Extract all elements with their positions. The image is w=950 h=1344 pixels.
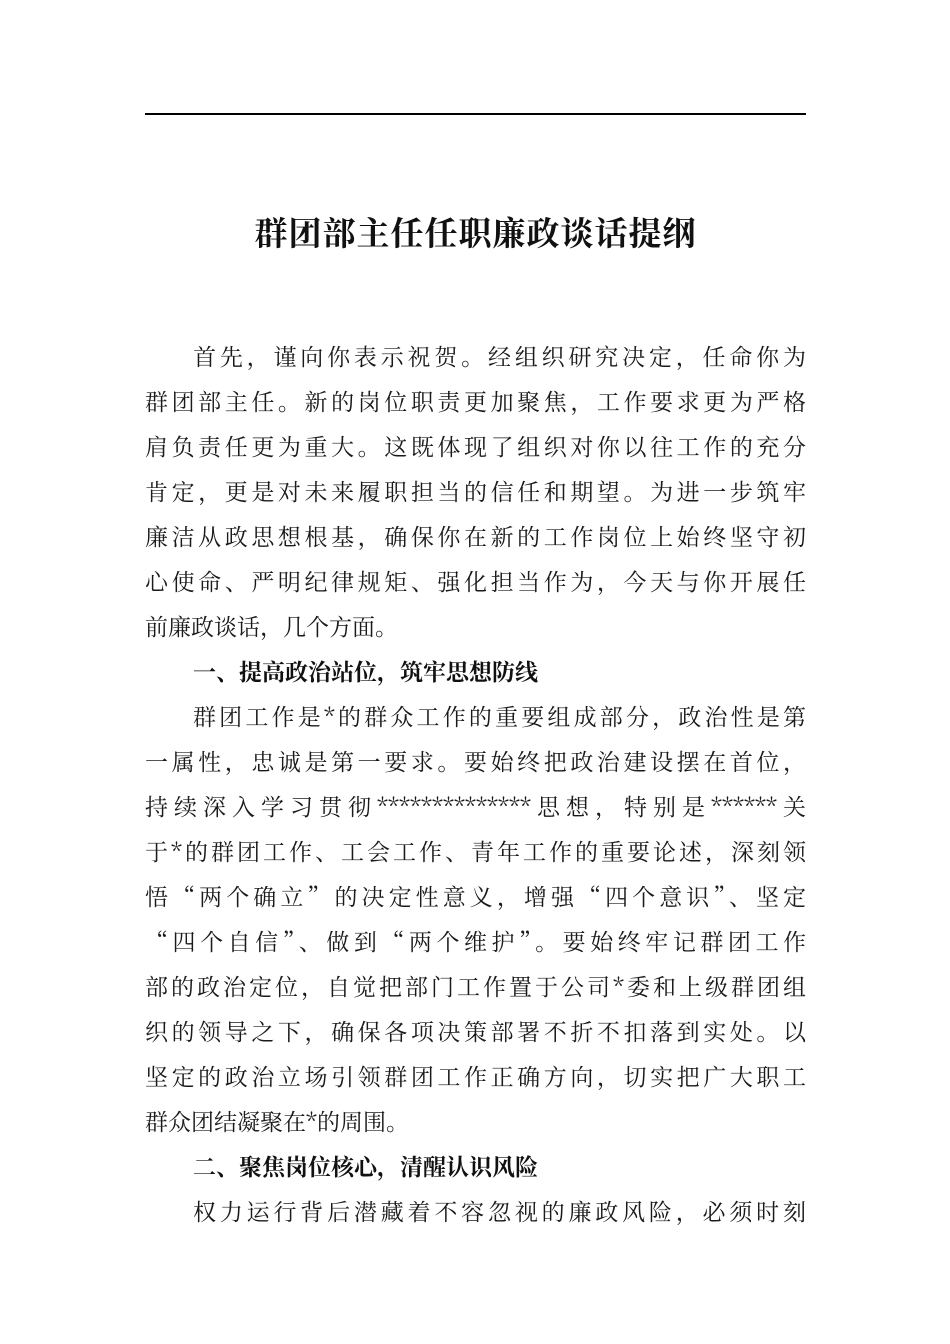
intro-line-3: 肩负责任更为重大。这既体现了组织对你以往工作的充分 xyxy=(145,429,806,462)
section2-paragraph xyxy=(145,1188,806,1233)
section1-line-9: 坚定的政治立场引领群团工作正确方向，切实把广大职工 xyxy=(145,1059,806,1092)
document-title: 群团部主任任职廉政谈话提纲 xyxy=(254,208,697,256)
section1-line-8: 织的领导之下，确保各项决策部署不折不扣落到实处。以 xyxy=(145,1014,806,1047)
section1-line-5: 悟“两个确立”的决定性意义，增强“四个意识”、坚定 xyxy=(145,879,806,912)
intro-line-1: 首先，谨向你表示祝贺。经组织研究决定，任命你为 xyxy=(193,339,806,372)
section1-line-3: 持续深入学习贯彻**************思想，特别是******关 xyxy=(145,789,806,822)
section1-line-7: 部的政治定位，自觉把部门工作置于公司*委和上级群团组 xyxy=(145,969,806,1002)
intro-line-4: 肯定，更是对未来履职担当的信任和期望。为进一步筑牢 xyxy=(145,474,806,507)
intro-line-6: 心使命、严明纪律规矩、强化担当作为，今天与你开展任 xyxy=(145,564,806,597)
section1-line-4: 于*的群团工作、工会工作、青年工作的重要论述，深刻领 xyxy=(145,834,806,867)
section1-line-2: 一属性，忠诚是第一要求。要始终把政治建设摆在首位， xyxy=(145,744,806,777)
header-rule xyxy=(145,113,806,115)
section2-heading: 二、聚焦岗位核心，清醒认识风险 xyxy=(193,1149,538,1182)
section1-line-1: 群团工作是*的群众工作的重要组成部分，政治性是第 xyxy=(193,699,806,732)
section2-line-1: 权力运行背后潜藏着不容忽视的廉政风险，必须时刻 xyxy=(193,1194,806,1227)
intro-line-5: 廉洁从政思想根基，确保你在新的工作岗位上始终坚守初 xyxy=(145,519,806,552)
section1-line-10: 群众团结凝聚在*的周围。 xyxy=(145,1104,409,1137)
section1-line-6: “四个自信”、做到“两个维护”。要始终牢记群团工作 xyxy=(145,924,806,957)
document-body xyxy=(145,333,806,1233)
section1-heading: 一、提高政治站位，筑牢思想防线 xyxy=(193,654,538,687)
intro-paragraph xyxy=(145,333,806,648)
intro-line-7: 前廉政谈话，几个方面。 xyxy=(145,609,398,642)
intro-line-2: 群团部主任。新的岗位职责更加聚焦，工作要求更为严格 xyxy=(145,384,806,417)
section1-paragraph xyxy=(145,693,806,1143)
